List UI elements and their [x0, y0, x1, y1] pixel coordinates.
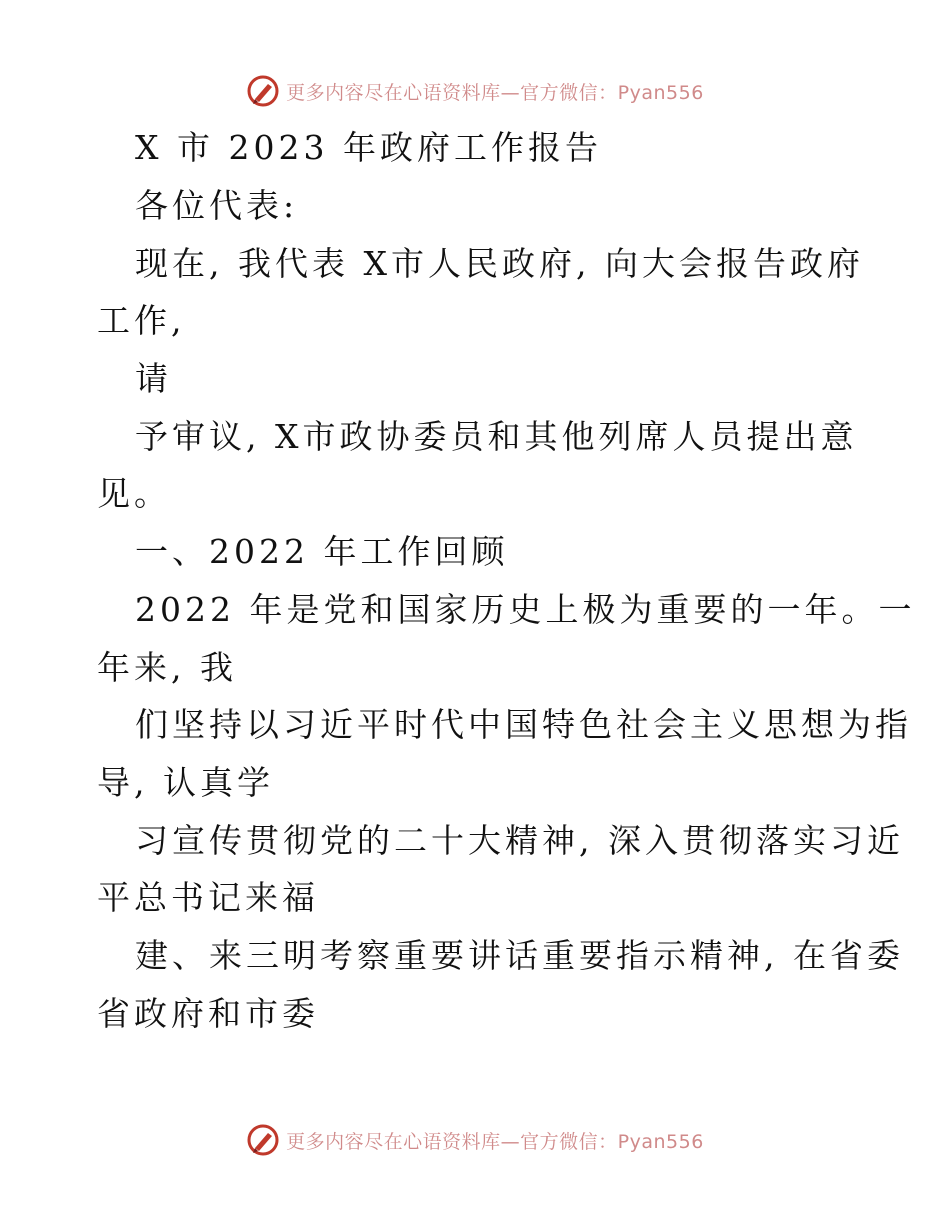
paragraph-line: 建、来三明考察重要讲话重要指示精神, 在省委 — [135, 936, 904, 975]
paragraph-line: 请 — [135, 359, 172, 398]
pen-logo-icon — [246, 74, 280, 108]
pen-logo-icon — [246, 1123, 280, 1157]
watermark-text: 更多内容尽在心语资料库—官方微信：Pyan556 — [286, 1130, 704, 1153]
section-heading: 一、2022 年工作回顾 — [135, 532, 509, 571]
watermark-text: 更多内容尽在心语资料库—官方微信：Pyan556 — [286, 81, 704, 104]
paragraph-line: 予审议, X市政协委员和其他列席人员提出意 — [135, 417, 858, 456]
header-watermark — [0, 71, 950, 111]
paragraph-line: 见。 — [97, 474, 171, 513]
paragraph-line: 年来, 我 — [97, 648, 237, 687]
paragraph-line: 平总书记来福 — [97, 878, 319, 917]
footer-watermark — [0, 1120, 950, 1160]
paragraph-line: 习宣传贯彻党的二十大精神, 深入贯彻落实习近 — [135, 821, 904, 860]
paragraph-line: 们坚持以习近平时代中国特色社会主义思想为指 — [135, 705, 912, 744]
paragraph-line: 工作, — [97, 301, 186, 340]
salutation: 各位代表: — [135, 186, 299, 225]
paragraph-line: 导, 认真学 — [97, 763, 274, 802]
paragraph-line: 省政府和市委 — [97, 994, 319, 1033]
paragraph-line: 现在, 我代表 X市人民政府, 向大会报告政府 — [135, 244, 864, 283]
paragraph-line: 2022 年是党和国家历史上极为重要的一年。一 — [135, 590, 916, 629]
document-title: X 市 2023 年政府工作报告 — [135, 128, 602, 167]
